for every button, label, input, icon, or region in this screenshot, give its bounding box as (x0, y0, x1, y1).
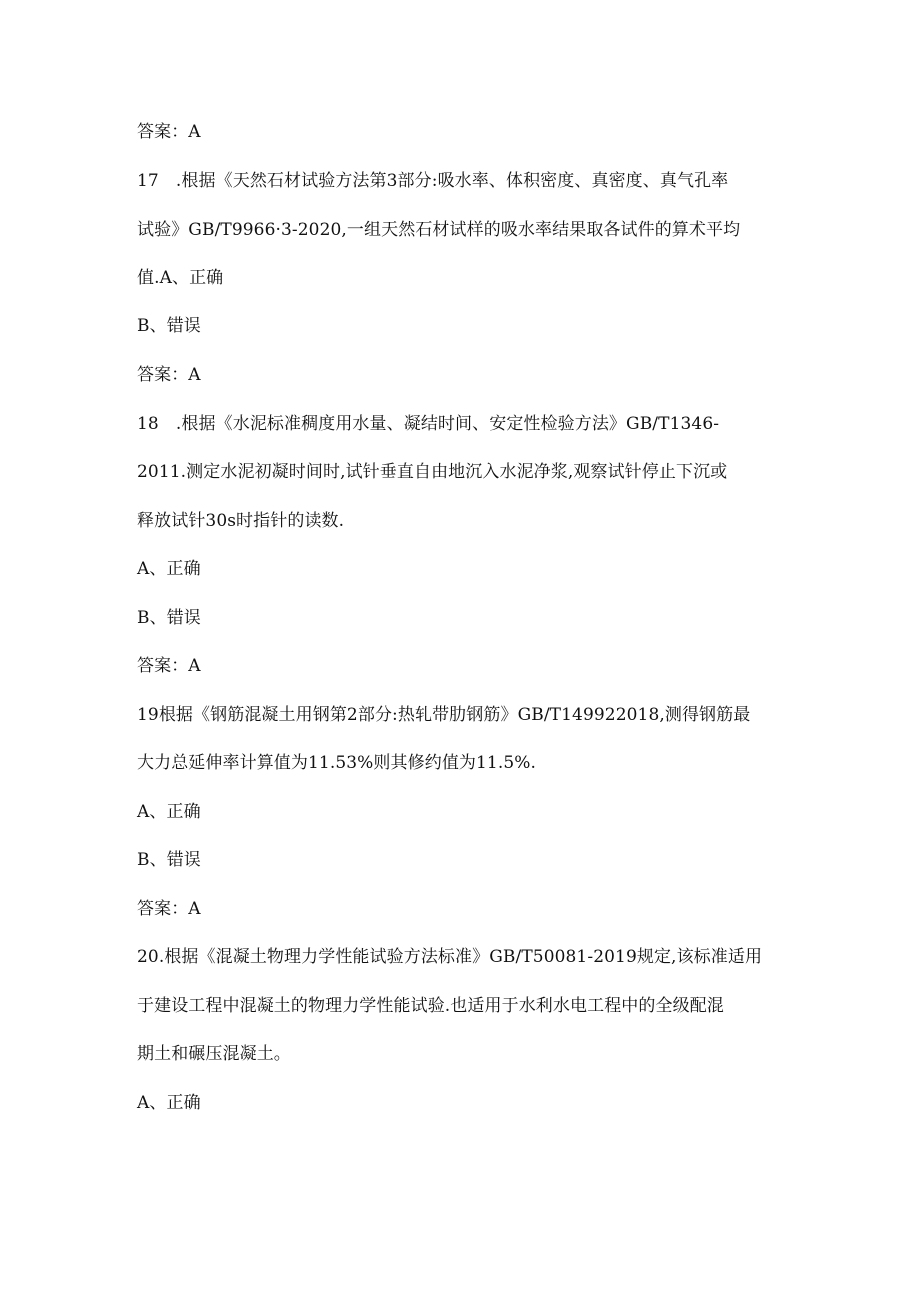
question-20-line-1: 20.根据《混凝土物理力学性能试验方法标准》GB/T50081-2019规定,该标准适用 (137, 947, 763, 967)
answer-line: 答案：A (137, 122, 201, 142)
question-20-line-3: 期土和碾压混凝土。 (137, 1044, 291, 1064)
question-17-line-3: 值.A、正确 (137, 268, 224, 288)
question-18-line-1: 18 .根据《水泥标准稠度用水量、凝结时间、安定性检验方法》GB/T1346- (137, 414, 720, 434)
option-b-line: B、错误 (137, 608, 201, 628)
question-19-line-1: 19根据《钢筋混凝土用钢第2部分:热轧带肋钢筋》GB/T149922018,测得钢筋最 (137, 705, 751, 725)
option-a-line: A、正确 (137, 1093, 201, 1113)
answer-line: 答案：A (137, 899, 201, 919)
question-17-line-2: 试验》GB/T9966·3-2020,一组天然石材试样的吸水率结果取各试件的算术平均 (137, 220, 741, 240)
question-18-line-2: 2011.测定水泥初凝时间时,试针垂直自由地沉入水泥净浆,观察试针停止下沉或 (137, 462, 728, 482)
question-20-line-2: 于建设工程中混凝土的物理力学性能试验.也适用于水利水电工程中的全级配混 (137, 996, 724, 1016)
option-b-line: B、错误 (137, 316, 201, 336)
question-18-line-3: 释放试针30s时指针的读数. (137, 511, 345, 531)
answer-line: 答案：A (137, 365, 201, 385)
option-a-line: A、正确 (137, 802, 201, 822)
question-17-line-1: 17 .根据《天然石材试验方法第3部分:吸水率、体积密度、真密度、真气孔率 (137, 171, 729, 191)
option-b-line: B、错误 (137, 850, 201, 870)
answer-line: 答案：A (137, 656, 201, 676)
question-19-line-2: 大力总延伸率计算值为11.53%则其修约值为11.5%. (137, 753, 537, 773)
option-a-line: A、正确 (137, 559, 201, 579)
